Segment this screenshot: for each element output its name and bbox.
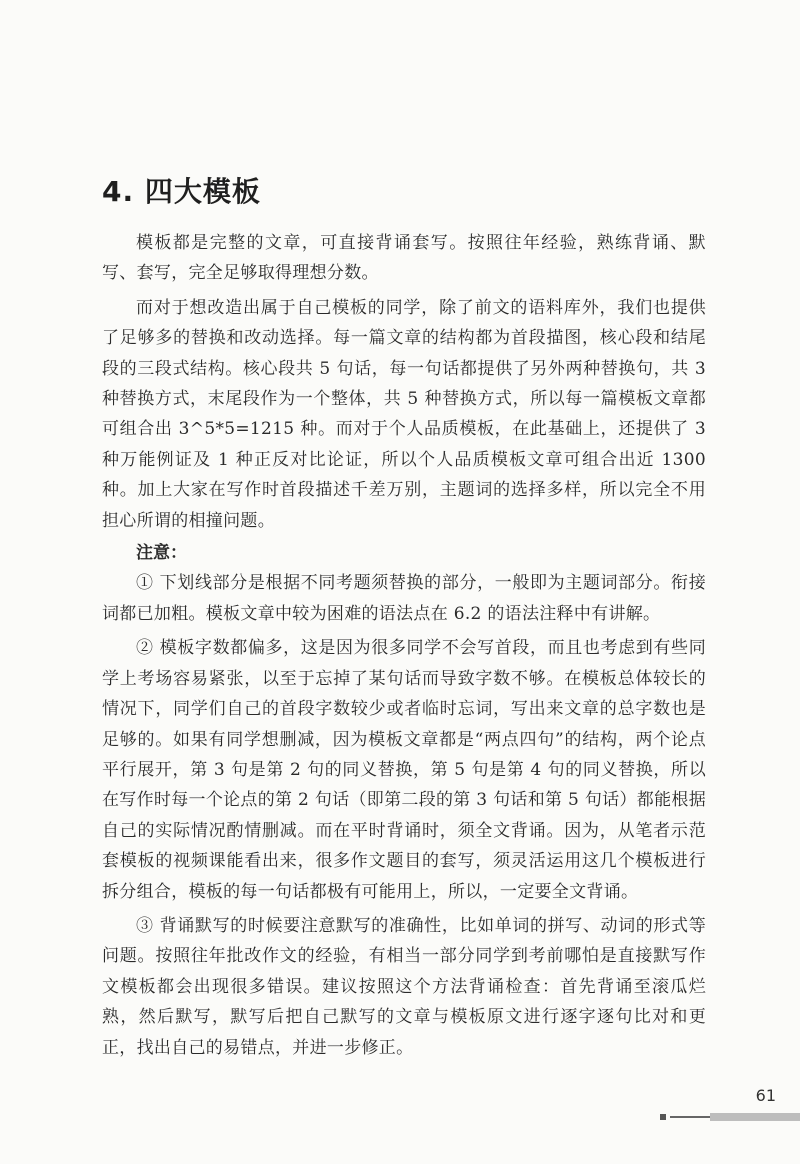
note-item: ③ 背诵默写的时候要注意默写的准确性，比如单词的拼写、动词的形式等问题。按照往年批改作文的经验，有相当一部分同学到考前哪怕是直接默写作文模板都会出现很多错误。建议按照这个方法背诵检查：首先背诵至滚瓜烂熟，然后默写，默写后把自己默写的文章与模板原文进行逐字逐句比对和更正，找出自己的易错点，并进一步修正。 <box>102 915 706 1058</box>
footer-line <box>670 1116 710 1118</box>
section-heading: 4. 四大模板 <box>102 175 261 208</box>
paragraph: 模板都是完整的文章，可直接背诵套写。按照往年经验，熟练背诵、默写、套写，完全足够取得理想分数。 <box>102 233 706 284</box>
note-title: 注意： <box>136 543 187 564</box>
page-number: 61 <box>755 1086 776 1105</box>
footer-gray-bar <box>710 1113 800 1121</box>
note-item: ① 下划线部分是根据不同考题须替换的部分，一般即为主题词部分。衔接词都已加粗。模板文章中较为困难的语法点在 6.2 的语法注释中有讲解。 <box>102 573 706 624</box>
footer-square <box>660 1114 666 1120</box>
footer-decoration <box>660 1113 800 1121</box>
note-item: ② 模板字数都偏多，这是因为很多同学不会写首段，而且也考虑到有些同学上考场容易紧张，以至于忘掉了某句话而导致字数不够。在模板总体较长的情况下，同学们自己的首段字数较少或者临时忘词，写出来文章的总字数也是足够的。如果有同学想删减，因为模板文章都是“两点四句”的结构，两个论点平行展开，第 3 句是第 2 句的同义替换，第 5 句是第 4 句的同义替换，所以在写作时每一个论点的第 2 句话（即第二段的第 3 句话和第 5 句话）都能根据自己的实际情况酌情删减。而在平时背诵时，须全文背诵。因为，从笔者示范套模板的视频课能看出来，很多作文题目的套写，须灵活运用这几个模板进行拆分组合，模板的每一句话都极有可能用上，所以，一定要全文背诵。 <box>102 638 706 902</box>
body-text <box>102 228 706 1063</box>
paragraph: 而对于想改造出属于自己模板的同学，除了前文的语料库外，我们也提供了足够多的替换和改动选择。每一篇文章的结构都为首段描图，核心段和结尾段的三段式结构。核心段共 5 句话，每一句话都提供了另外两种替换句，共 3 种替换方式，末尾段作为一个整体，共 5 种替换方式，所以每一篇模板文章都可组合出 3^5*5=1215 种。而对于个人品质模板，在此基础上，还提供了 3 种万能例证及 1 种正反对比论证，所以个人品质模板文章可组合出近 1300 种。加上大家在写作时首段描述千差万别，主题词的选择多样，所以完全不用担心所谓的相撞问题。 <box>102 297 706 531</box>
